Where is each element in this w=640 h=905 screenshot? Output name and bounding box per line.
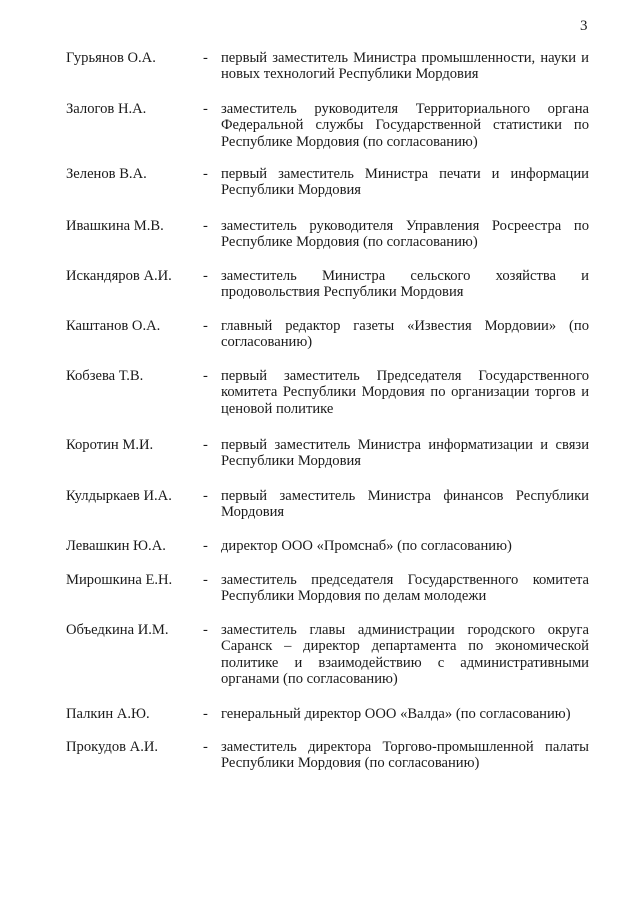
person-name: Зеленов В.А. xyxy=(66,166,147,182)
entry-dash: - xyxy=(203,622,208,638)
person-name: Ивашкина М.В. xyxy=(66,218,164,234)
page-number: 3 xyxy=(580,18,588,34)
entry-dash: - xyxy=(203,101,208,117)
entry-dash: - xyxy=(203,572,208,588)
entry-dash: - xyxy=(203,268,208,284)
position-description: заместитель главы администрации городского округа Саранск – директор департамента по экономической политике и взаимодействию с административными органами (по согласованию) xyxy=(221,622,589,688)
person-name: Каштанов О.А. xyxy=(66,318,161,334)
entry-dash: - xyxy=(203,318,208,334)
entry-dash: - xyxy=(203,538,208,554)
entry-dash: - xyxy=(203,706,208,722)
position-description: заместитель руководителя Территориального органа Федеральной службы Государственной статистики по Республике Мордовия (по согласованию) xyxy=(221,101,589,150)
person-name: Мирошкина Е.Н. xyxy=(66,572,173,588)
entry-dash: - xyxy=(203,368,208,384)
entry-dash: - xyxy=(203,739,208,755)
person-name: Искандяров А.И. xyxy=(66,268,172,284)
person-name: Гурьянов О.А. xyxy=(66,50,156,66)
position-description: главный редактор газеты «Известия Мордовии» (по согласованию) xyxy=(221,318,589,351)
position-description: заместитель директора Торгово-промышленной палаты Республики Мордовия (по согласованию) xyxy=(221,739,589,772)
position-description: заместитель руководителя Управления Росреестра по Республике Мордовия (по согласованию) xyxy=(221,218,589,251)
position-description: заместитель Министра сельского хозяйства и продовольствия Республики Мордовия xyxy=(221,268,589,301)
entry-dash: - xyxy=(203,437,208,453)
position-description: первый заместитель Министра печати и информации Республики Мордовия xyxy=(221,166,589,199)
position-description: первый заместитель Министра промышленности, науки и новых технологий Республики Мордовия xyxy=(221,50,589,83)
person-name: Коротин М.И. xyxy=(66,437,154,453)
person-name: Левашкин Ю.А. xyxy=(66,538,166,554)
person-name: Палкин А.Ю. xyxy=(66,706,150,722)
position-description: первый заместитель Министра финансов Республики Мордовия xyxy=(221,488,589,521)
entry-dash: - xyxy=(203,166,208,182)
position-description: первый заместитель Министра информатизации и связи Республики Мордовия xyxy=(221,437,589,470)
position-description: заместитель председателя Государственного комитета Республики Мордовия по делам молодежи xyxy=(221,572,589,605)
entry-dash: - xyxy=(203,488,208,504)
position-description: первый заместитель Председателя Государственного комитета Республики Мордовия по организации торгов и ценовой политике xyxy=(221,368,589,417)
position-description: директор ООО «Промснаб» (по согласованию) xyxy=(221,538,512,554)
position-description: генеральный директор ООО «Валда» (по согласованию) xyxy=(221,706,571,722)
person-name: Прокудов А.И. xyxy=(66,739,159,755)
entry-dash: - xyxy=(203,218,208,234)
person-name: Объедкина И.М. xyxy=(66,622,169,638)
person-name: Кулдыркаев И.А. xyxy=(66,488,172,504)
entry-dash: - xyxy=(203,50,208,66)
person-name: Кобзева Т.В. xyxy=(66,368,144,384)
person-name: Залогов Н.А. xyxy=(66,101,147,117)
